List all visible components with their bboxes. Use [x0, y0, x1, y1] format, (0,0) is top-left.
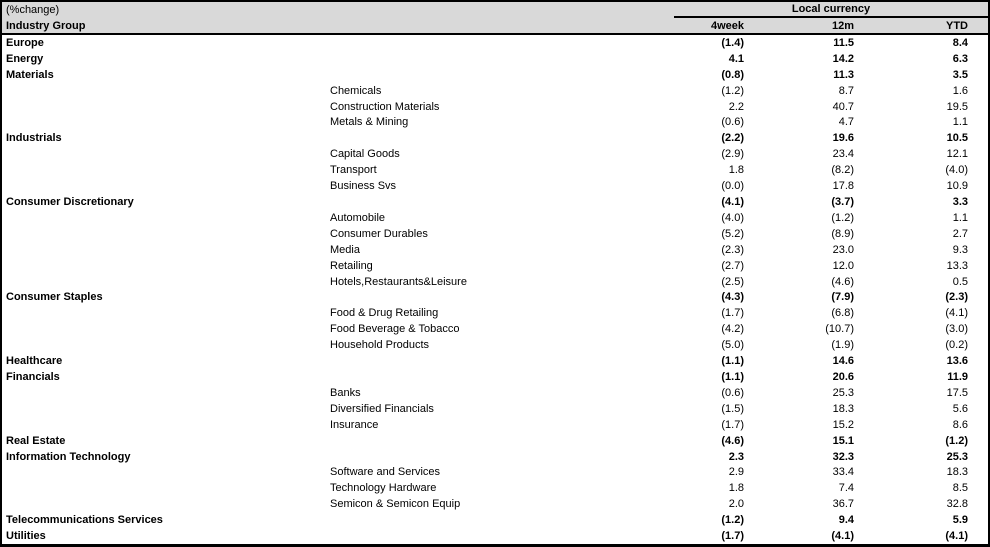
value-ytd: 3.3: [952, 196, 968, 209]
value-4week: 2.0: [728, 498, 744, 511]
row-label: Hotels,Restaurants&Leisure: [330, 275, 467, 288]
value-4week: (5.0): [721, 339, 744, 352]
value-12m: 25.3: [832, 386, 854, 399]
row-label: Real Estate: [6, 434, 66, 447]
row-label: Insurance: [330, 418, 379, 431]
row-label: Telecommunications Services: [6, 514, 163, 527]
value-12m: 40.7: [832, 100, 854, 113]
table-row: [2, 305, 988, 321]
row-label: Technology Hardware: [330, 482, 437, 495]
col-header-12m: 12m: [831, 19, 854, 32]
value-4week: 4.1: [728, 52, 744, 65]
table-row: [2, 337, 988, 353]
value-ytd: 12.1: [946, 148, 968, 161]
value-ytd: 18.3: [946, 466, 968, 479]
header-row-columns: [2, 18, 988, 33]
row-label: Automobile: [330, 211, 386, 224]
table-row: [2, 210, 988, 226]
table-row: [2, 417, 988, 433]
value-ytd: 1.1: [952, 116, 968, 129]
value-12m: 15.1: [832, 434, 854, 447]
table-row: [2, 353, 988, 369]
value-ytd: 3.5: [952, 68, 968, 81]
value-ytd: 10.5: [946, 132, 968, 145]
table-row: [2, 401, 988, 417]
value-4week: (1.7): [721, 530, 744, 543]
value-ytd: 0.5: [952, 275, 968, 288]
value-ytd: (1.2): [945, 434, 968, 447]
value-4week: (2.5): [721, 275, 744, 288]
table-row: [2, 146, 988, 162]
table-row: [2, 496, 988, 512]
value-ytd: 8.4: [952, 36, 968, 49]
table-row: [2, 130, 988, 146]
table-row: [2, 67, 988, 83]
table-row: [2, 480, 988, 496]
value-4week: 2.9: [728, 466, 744, 479]
row-label: Business Svs: [330, 180, 397, 193]
row-label: Metals & Mining: [330, 116, 409, 129]
value-12m: (10.7): [825, 323, 854, 336]
value-ytd: 17.5: [946, 386, 968, 399]
value-ytd: 13.6: [946, 355, 968, 368]
value-4week: (1.7): [721, 307, 744, 320]
value-4week: (0.0): [721, 180, 744, 193]
value-12m: 11.3: [833, 68, 854, 81]
row-label: Construction Materials: [330, 100, 440, 113]
value-4week: 2.2: [728, 100, 744, 113]
industry-group-header: Industry Group: [6, 19, 86, 32]
value-12m: (4.1): [831, 530, 854, 543]
value-ytd: 1.1: [952, 211, 968, 224]
col-header-4week: 4week: [710, 19, 744, 32]
table-row: [2, 385, 988, 401]
row-label: Diversified Financials: [330, 402, 434, 415]
value-12m: 36.7: [832, 498, 854, 511]
value-12m: 17.8: [832, 180, 854, 193]
value-12m: (6.8): [831, 307, 854, 320]
value-ytd: 8.5: [952, 482, 968, 495]
value-12m: 14.6: [832, 355, 854, 368]
row-label: Utilities: [6, 530, 46, 543]
value-4week: (5.2): [721, 227, 744, 240]
row-label: Industrials: [6, 132, 62, 145]
value-ytd: (3.0): [945, 323, 968, 336]
value-4week: (4.0): [721, 211, 744, 224]
table-row: [2, 99, 988, 115]
table-row: [2, 528, 988, 544]
row-label: Software and Services: [330, 466, 441, 479]
value-4week: (2.3): [721, 243, 744, 256]
row-label: Materials: [6, 68, 54, 81]
value-12m: 9.4: [838, 514, 854, 527]
row-label: Capital Goods: [330, 148, 400, 161]
value-12m: 23.0: [832, 243, 854, 256]
value-ytd: 2.7: [952, 227, 968, 240]
table-body: [2, 35, 988, 544]
value-4week: (4.2): [721, 323, 744, 336]
value-ytd: (0.2): [945, 339, 968, 352]
value-12m: (8.2): [831, 164, 854, 177]
value-12m: (3.7): [831, 196, 854, 209]
value-ytd: 32.8: [946, 498, 968, 511]
value-4week: (0.6): [721, 386, 744, 399]
table-row: [2, 512, 988, 528]
table-row: [2, 51, 988, 67]
value-12m: 18.3: [832, 402, 854, 415]
row-label: Europe: [6, 36, 44, 49]
value-12m: (7.9): [831, 291, 854, 304]
row-label: Consumer Discretionary: [6, 196, 134, 209]
value-4week: 1.8: [728, 164, 744, 177]
value-12m: 20.6: [832, 370, 854, 383]
row-label: Food Beverage & Tobacco: [330, 323, 460, 336]
value-ytd: (4.1): [945, 307, 968, 320]
value-4week: (1.7): [721, 418, 744, 431]
table-row: [2, 115, 988, 131]
table-row: [2, 83, 988, 99]
table-row: [2, 369, 988, 385]
table-row: [2, 242, 988, 258]
table-row: [2, 449, 988, 465]
percent-change-note: (%change): [6, 4, 60, 16]
row-label: Consumer Durables: [330, 227, 428, 240]
value-12m: 15.2: [832, 418, 854, 431]
value-4week: 2.3: [728, 450, 744, 463]
value-ytd: 5.6: [952, 402, 968, 415]
value-ytd: 9.3: [952, 243, 968, 256]
table-header: [2, 2, 988, 35]
row-label: Financials: [6, 370, 60, 383]
table-row: [2, 464, 988, 480]
table-row: [2, 274, 988, 290]
value-4week: (1.1): [721, 355, 744, 368]
value-ytd: 10.9: [946, 180, 968, 193]
row-label: Transport: [330, 164, 377, 177]
col-header-ytd: YTD: [946, 19, 968, 32]
value-4week: (2.2): [721, 132, 744, 145]
table-row: [2, 35, 988, 51]
value-ytd: (4.0): [945, 164, 968, 177]
value-12m: 19.6: [832, 132, 854, 145]
table-row: [2, 433, 988, 449]
table-row: [2, 258, 988, 274]
value-4week: (1.2): [721, 514, 744, 527]
value-4week: (0.6): [721, 116, 744, 129]
value-12m: 23.4: [832, 148, 854, 161]
value-ytd: (2.3): [945, 291, 968, 304]
value-ytd: 5.9: [952, 514, 968, 527]
value-12m: 33.4: [832, 466, 854, 479]
value-12m: (8.9): [831, 227, 854, 240]
value-4week: (2.7): [721, 259, 744, 272]
row-label: Chemicals: [330, 84, 382, 97]
value-12m: (1.2): [831, 211, 854, 224]
row-label: Semicon & Semicon Equip: [330, 498, 461, 511]
value-ytd: 13.3: [946, 259, 968, 272]
value-12m: 14.2: [832, 52, 854, 65]
row-label: Media: [330, 243, 360, 256]
table-row: [2, 162, 988, 178]
value-12m: 32.3: [832, 450, 854, 463]
row-label: Household Products: [330, 339, 430, 352]
value-12m: (1.9): [831, 339, 854, 352]
local-currency-header: Local currency: [674, 2, 988, 18]
value-4week: (4.1): [721, 196, 744, 209]
table-row: [2, 321, 988, 337]
row-label: Energy: [6, 52, 44, 65]
row-label: Healthcare: [6, 355, 63, 368]
value-4week: (2.9): [721, 148, 744, 161]
row-label: Food & Drug Retailing: [330, 307, 439, 320]
value-12m: 4.7: [838, 116, 854, 129]
value-12m: (4.6): [831, 275, 854, 288]
row-label: Retailing: [330, 259, 373, 272]
value-4week: 1.8: [728, 482, 744, 495]
value-4week: (1.1): [721, 370, 744, 383]
row-label: Consumer Staples: [6, 291, 103, 304]
value-12m: 11.5: [833, 36, 854, 49]
value-12m: 8.7: [838, 84, 854, 97]
table-row: [2, 194, 988, 210]
row-label: Information Technology: [6, 450, 131, 463]
value-ytd: 11.9: [947, 370, 968, 383]
table-row: [2, 290, 988, 306]
value-4week: (4.6): [721, 434, 744, 447]
value-ytd: 25.3: [946, 450, 968, 463]
value-4week: (1.4): [721, 36, 744, 49]
row-label: Banks: [330, 386, 361, 399]
table-row: [2, 178, 988, 194]
value-ytd: (4.1): [945, 530, 968, 543]
value-12m: 12.0: [832, 259, 854, 272]
value-4week: (0.8): [721, 68, 744, 81]
value-4week: (1.5): [721, 402, 744, 415]
value-4week: (1.2): [721, 84, 744, 97]
header-row-top: [2, 2, 988, 18]
value-ytd: 1.6: [952, 84, 968, 97]
value-ytd: 19.5: [946, 100, 968, 113]
value-ytd: 8.6: [952, 418, 968, 431]
value-ytd: 6.3: [952, 52, 968, 65]
value-4week: (4.3): [721, 291, 744, 304]
value-12m: 7.4: [838, 482, 854, 495]
table-row: [2, 226, 988, 242]
